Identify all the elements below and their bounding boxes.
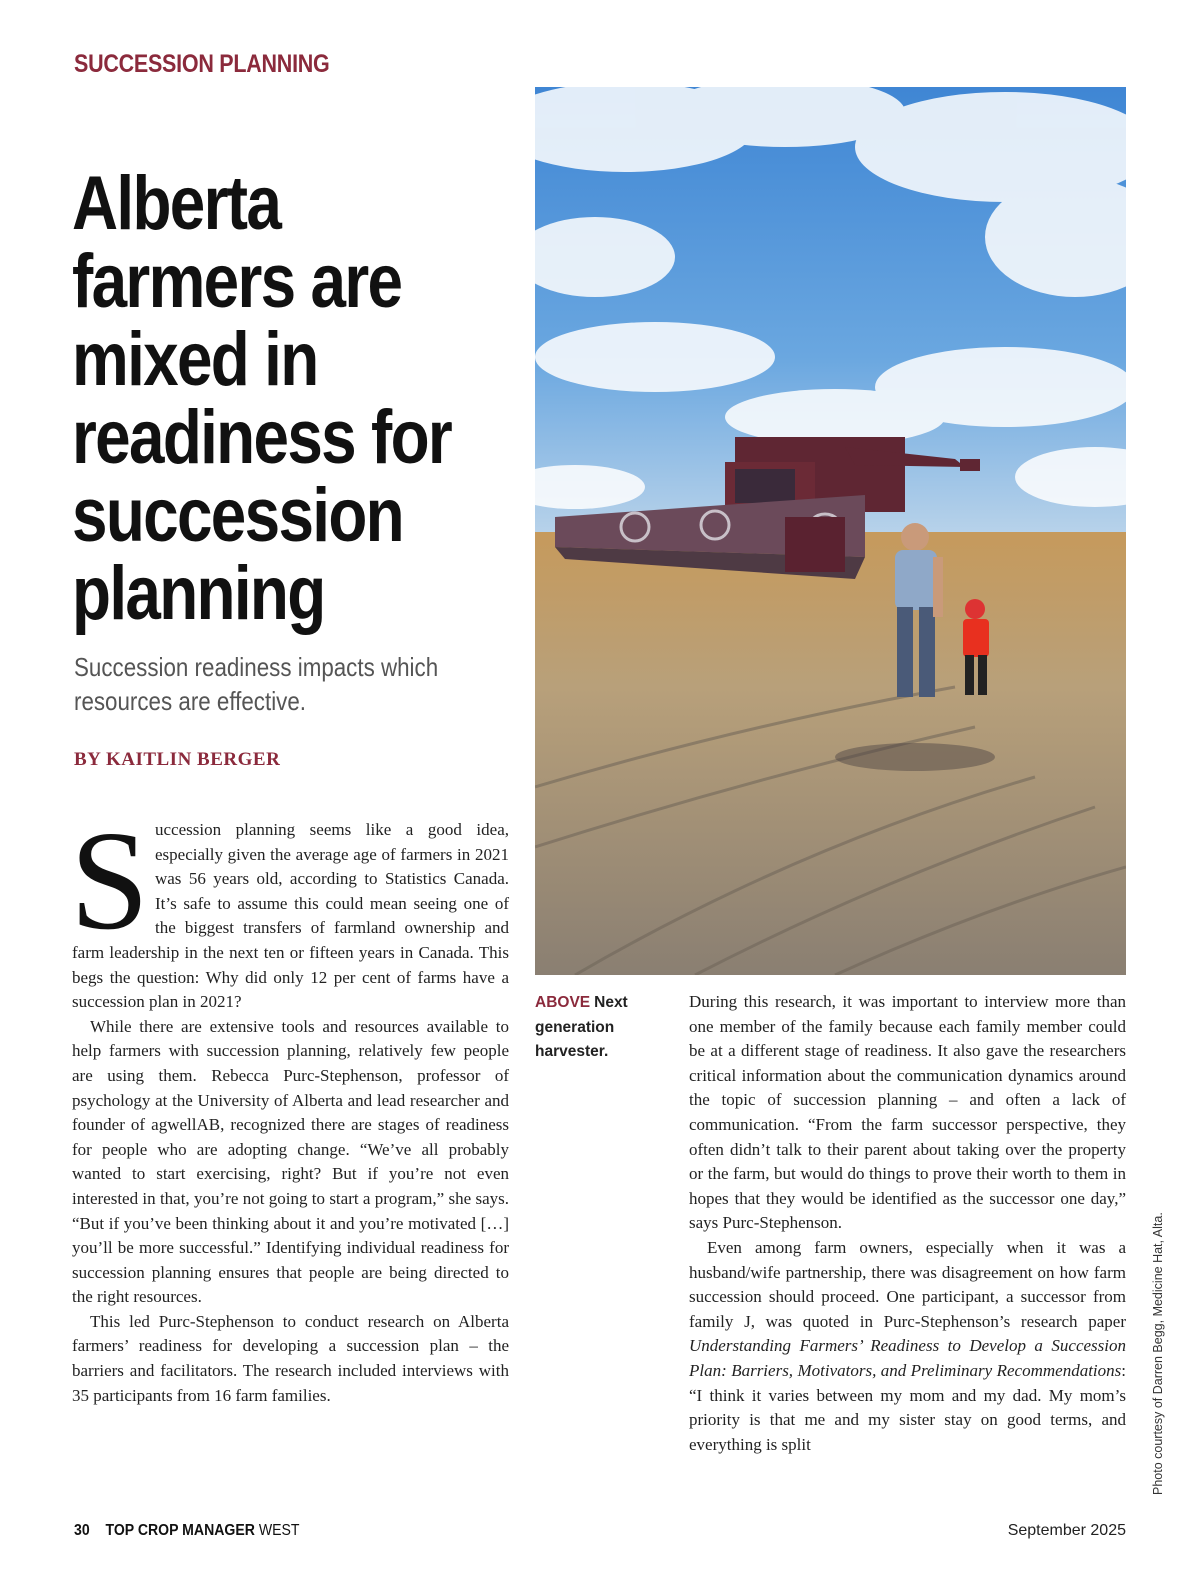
body-column-left bbox=[70, 801, 509, 1408]
caption-text: Next generation harvester. bbox=[535, 994, 628, 1060]
body-paragraph-text: uccession planning seems like a good idea, especially given the average age of farmers in 2021 was 56 years old, according to Statistics Canada. It’s safe to assume this could mean seeing one of the biggest transfers of farmland ownership and farm leadership in the next ten or fifteen years in Canada. This begs the question: Why did only 12 per cent of farms have a succession plan in 2021? bbox=[72, 820, 509, 1012]
issue-date: September 2025 bbox=[1007, 1522, 1126, 1539]
page-number: 30 bbox=[74, 1522, 90, 1539]
body-paragraph-text: : “I think it varies between my mom and my dad. My mom’s priority is that me and my sister stay on good terms, and everything is split bbox=[689, 1360, 1126, 1454]
body-paragraph: While there are extensive tools and resources available to help farmers with succession planning, relatively few people are using them. Rebecca Purc-Stephenson, professor of psychology at the University of Alberta and lead researcher and founder of agwellAB, recognized there are stages of readiness for people who are adopting change. “We’ve all probably wanted to start exercising, right? But if you’re not even interested in that, you’re not going to start a program,” she says. “But if you’ve been thinking about it and you’re motivated […] you’ll be more successful.” Identifying individual readiness for succession planning ensures that people are being directed to the right resources. bbox=[72, 1016, 509, 1307]
magazine-edition: WEST bbox=[258, 1522, 300, 1539]
drop-cap: S bbox=[70, 801, 149, 959]
caption-kicker: ABOVE bbox=[535, 994, 591, 1011]
section-label: SUCCESSION PLANNING bbox=[74, 50, 330, 78]
byline: BY KAITLIN BERGER bbox=[74, 749, 281, 770]
body-paragraph bbox=[689, 1236, 1126, 1457]
body-paragraph: During this research, it was important to interview more than one member of the family because each family member could be at a different stage of readiness. It also gave the researchers critical information about the communication dynamics around the topic of succession planning – and often a lack of communication. “From the farm successor perspective, they often didn’t talk to their parent about taking over the property or the farm, but would do things to prove their worth to them in hopes that they would be identified as the successor one day,” says Purc-Stephenson. bbox=[689, 992, 1126, 1233]
paper-title: Understanding Farmers’ Readiness to Develop a Succession Plan: Barriers, Motivators, and Preliminary Recommendations bbox=[689, 1336, 1126, 1380]
body-column-right bbox=[689, 990, 1126, 1457]
photo-credit-text: Photo courtesy of Darren Begg, Medicine Hat, Alta. bbox=[1151, 1212, 1165, 1495]
harvest-photo-illustration bbox=[535, 87, 1126, 975]
deck: Succession readiness impacts which resources are effective. bbox=[74, 652, 439, 716]
magazine-name: TOP CROP MANAGER bbox=[105, 1522, 255, 1539]
footer-folio bbox=[74, 1522, 300, 1540]
body-paragraph bbox=[70, 801, 509, 1015]
body-paragraph-text: Even among farm owners, especially when it was a husband/wife partnership, there was disagreement on how farm succession should proceed. One participant, a successor from family J, was quoted in Purc-Stephenson’s research paper bbox=[689, 1237, 1126, 1331]
photo-credit bbox=[1151, 1212, 1167, 1495]
photo-caption bbox=[535, 991, 645, 1065]
headline: Alberta farmers are mixed in readiness for succession planning bbox=[72, 161, 452, 636]
article-photo bbox=[535, 87, 1126, 975]
body-paragraph: This led Purc-Stephenson to conduct research on Alberta farmers’ readiness for developing a succession plan – the barriers and facilitators. The research included interviews with 35 participants from 16 farm families. bbox=[72, 1311, 509, 1405]
